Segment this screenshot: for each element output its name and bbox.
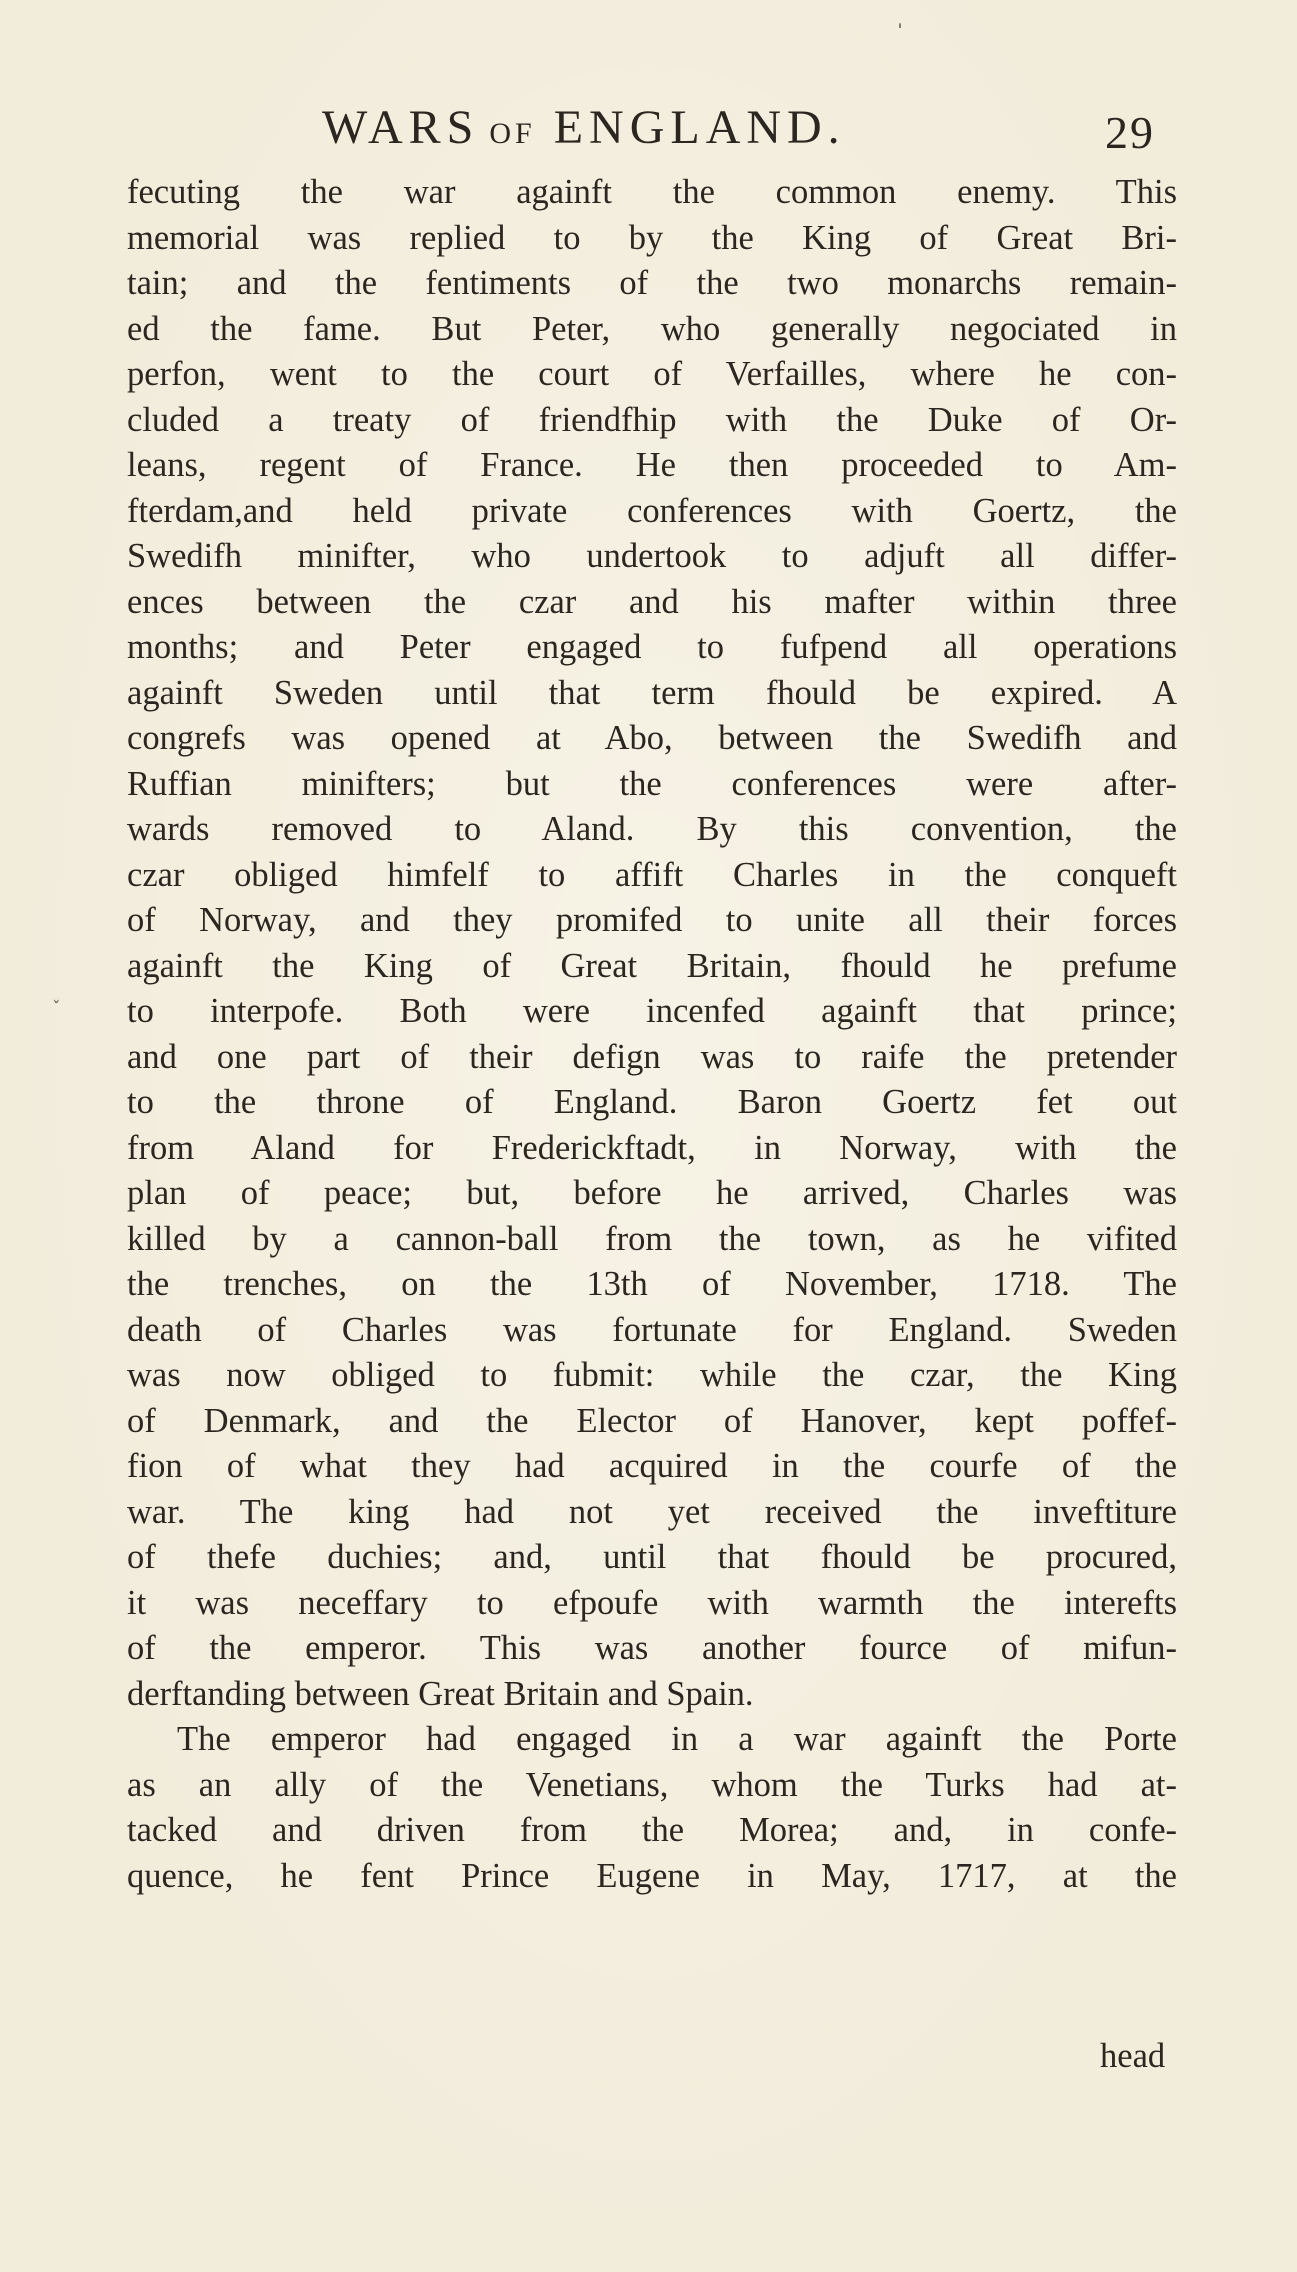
text-line: war. The king had not yet received the inveftiture: [127, 1492, 1177, 1531]
text-line: ed the fame. But Peter, who generally negociated in: [127, 309, 1177, 348]
text-line: derftanding between Great Britain and Spain.: [127, 1674, 754, 1713]
text-line: againft the King of Great Britain, fhould he prefume: [127, 946, 1177, 985]
text-line: fterdam,and held private conferences with Goertz, the: [127, 491, 1177, 530]
text-line: Swedifh minifter, who undertook to adjuft all differ-: [127, 537, 1177, 575]
text-line: czar obliged himfelf to affift Charles in the conqueft: [127, 855, 1177, 894]
paragraph: [127, 170, 1177, 1717]
text-line: was now obliged to fubmit: while the czar, the King: [127, 1356, 1177, 1394]
paragraph: [127, 1717, 1177, 1899]
text-line: perfon, went to the court of Verfailles, where he con-: [127, 355, 1177, 393]
page-number: 29: [1105, 107, 1155, 158]
text-line: plan of peace; but, before he arrived, Charles was: [127, 1174, 1177, 1212]
text-line: from Aland for Frederickftadt, in Norway, with the: [127, 1128, 1177, 1167]
text-line: of thefe duchies; and, until that fhould be procured,: [127, 1538, 1177, 1576]
text-line: the trenches, on the 13th of November, 1718. The: [127, 1265, 1177, 1303]
text-line: tain; and the fentiments of the two monarchs remain-: [127, 264, 1177, 302]
text-line: fecuting the war againft the common enemy. This: [127, 173, 1177, 211]
catchword: head: [1100, 2037, 1166, 2075]
text-line: as an ally of the Venetians, whom the Turks had at-: [127, 1765, 1177, 1804]
running-head-wars: WARS: [322, 101, 480, 154]
text-line: Ruffian minifters; but the conferences were after-: [127, 764, 1177, 803]
text-line: againft Sweden until that term fhould be expired. A: [127, 673, 1177, 712]
text-line: to the throne of England. Baron Goertz fet out: [127, 1083, 1177, 1121]
text-line: leans, regent of France. He then proceeded to Am-: [127, 446, 1177, 484]
paper-speck: ˈ: [895, 18, 905, 51]
text-line: congrefs was opened at Abo, between the Swedifh and: [127, 719, 1177, 757]
running-head: [322, 100, 1002, 160]
paper-speck: ˯: [52, 975, 61, 1004]
text-line: memorial was replied to by the King of Great Bri-: [127, 218, 1177, 257]
text-line: killed by a cannon-ball from the town, as he vifited: [127, 1219, 1177, 1258]
body-text: [127, 170, 1177, 1899]
text-line: and one part of their defign was to raife the pretender: [127, 1037, 1177, 1076]
text-line: ences between the czar and his mafter within three: [127, 582, 1177, 621]
text-line: cluded a treaty of friendfhip with the Duke of Or-: [127, 400, 1177, 439]
text-line: quence, he fent Prince Eugene in May, 1717, at the: [127, 1856, 1177, 1895]
text-line: death of Charles was fortunate for England. Sweden: [127, 1310, 1177, 1349]
text-line: wards removed to Aland. By this convention, the: [127, 810, 1177, 848]
text-line: of Denmark, and the Elector of Hanover, kept poffef-: [127, 1401, 1177, 1440]
running-head-of: OF: [489, 117, 536, 150]
text-line: The emperor had engaged in a war againft the Porte: [177, 1720, 1177, 1758]
running-head-england: ENGLAND.: [553, 101, 846, 154]
text-line: of Norway, and they promifed to unite all their forces: [127, 901, 1177, 939]
text-line: to interpofe. Both were incenfed againft that prince;: [127, 992, 1177, 1030]
text-line: of the emperor. This was another fource of mifun-: [127, 1629, 1177, 1667]
text-line: fion of what they had acquired in the courfe of the: [127, 1447, 1177, 1485]
text-line: it was neceffary to efpoufe with warmth the interefts: [127, 1583, 1177, 1622]
text-line: tacked and driven from the Morea; and, in confe-: [127, 1811, 1177, 1849]
text-line: months; and Peter engaged to fufpend all operations: [127, 628, 1177, 666]
